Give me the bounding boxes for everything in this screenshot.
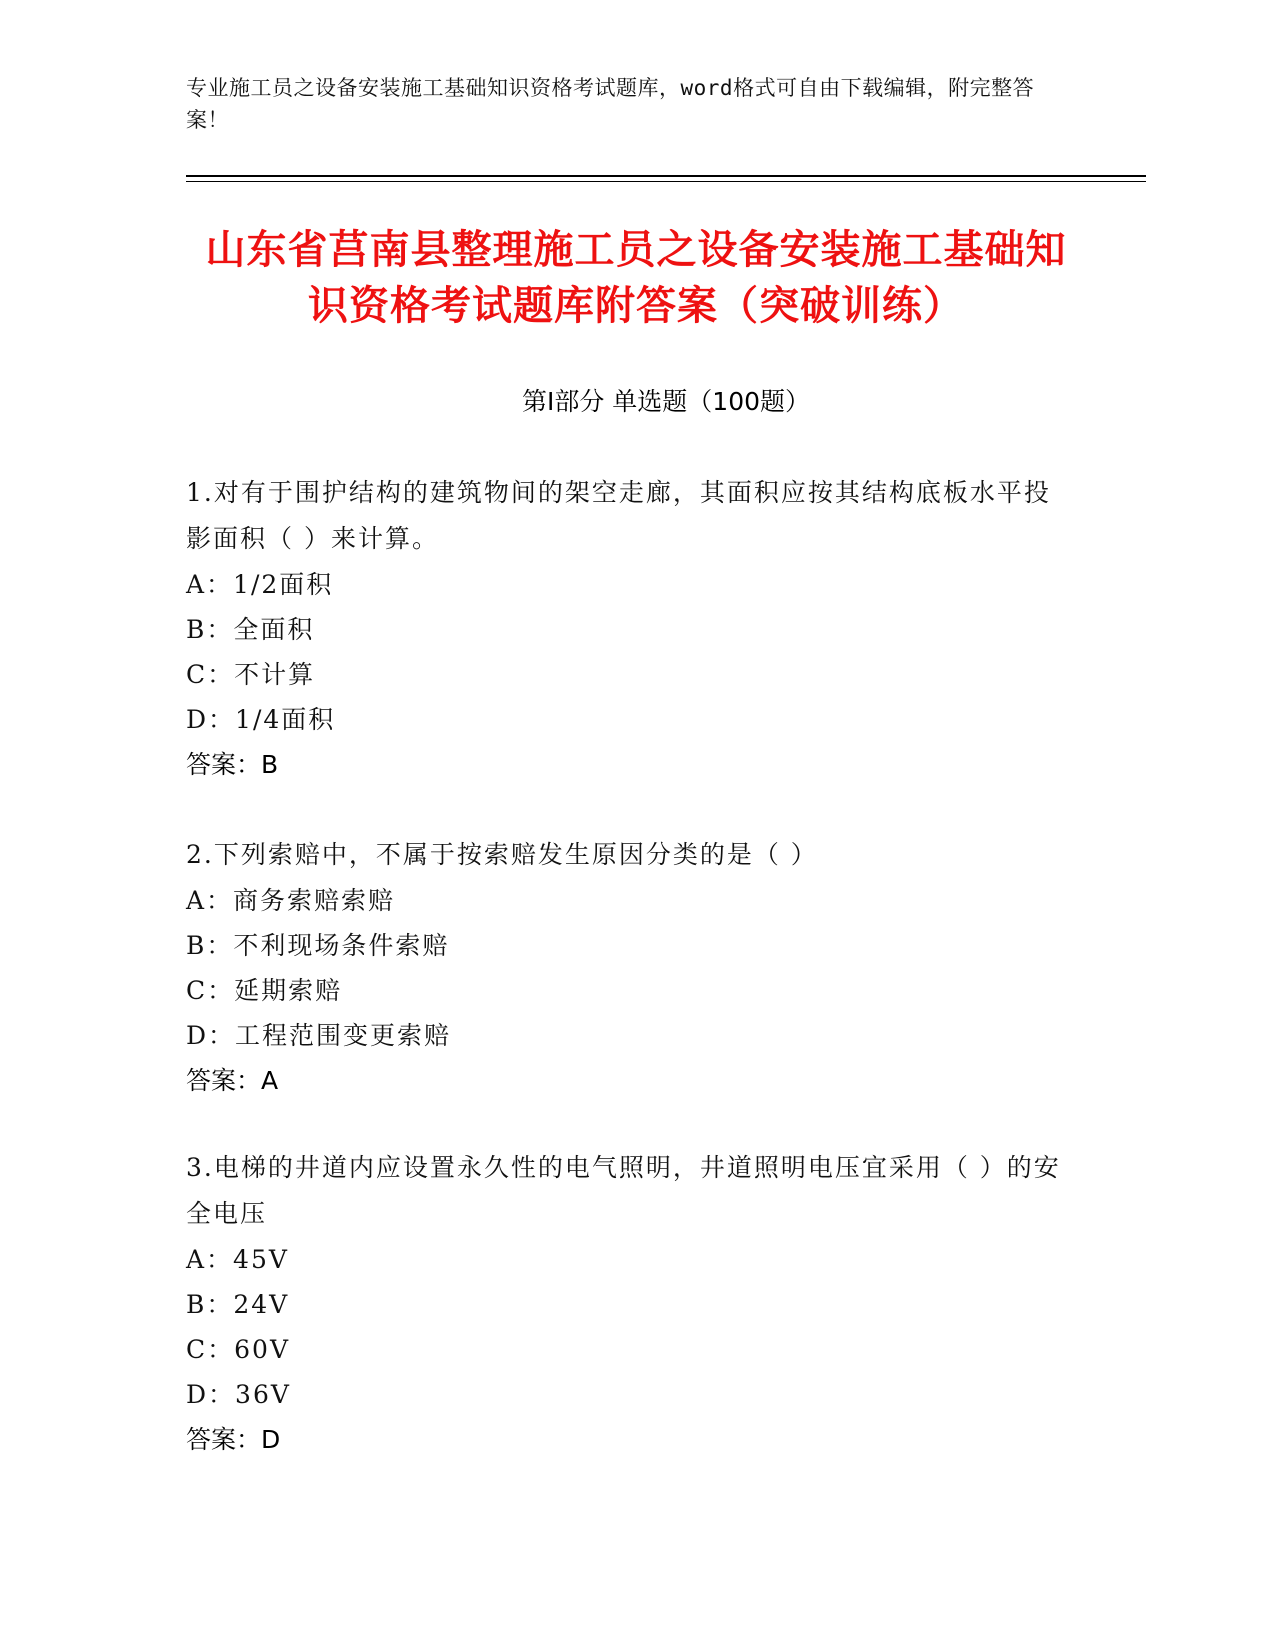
- question-3: [186, 1145, 1066, 1463]
- header-note: 专业施工员之设备安装施工基础知识资格考试题库，word格式可自由下载编辑，附完整答案！: [186, 76, 1035, 132]
- option-d: D：工程范围变更索赔: [186, 1021, 452, 1050]
- header-divider-thick: [186, 175, 1146, 177]
- option-c: C：延期索赔: [186, 976, 343, 1005]
- document-title: 山东省莒南县整理施工员之设备安装施工基础知识资格考试题库附答案（突破训练）: [205, 227, 1067, 329]
- option-d: D：1/4面积: [186, 705, 336, 734]
- option-b: B：24V: [186, 1290, 290, 1319]
- option-c: C：不计算: [186, 660, 316, 689]
- question-2: [186, 832, 1066, 1104]
- answer-text: 答案：D: [186, 1425, 281, 1454]
- answer-text: 答案：B: [186, 750, 279, 779]
- question-1: [186, 470, 1066, 788]
- question-stem: 1.对有于围护结构的建筑物间的架空走廊，其面积应按其结构底板水平投影面积（ ）来计算。: [186, 478, 1051, 553]
- option-a: A：1/2面积: [186, 570, 334, 599]
- option-b: B：不利现场条件索赔: [186, 931, 450, 960]
- header-divider-thin: [186, 181, 1146, 182]
- option-a: A：商务索赔索赔: [186, 886, 396, 915]
- option-d: D：36V: [186, 1380, 291, 1409]
- question-stem: 2.下列索赔中，不属于按索赔发生原因分类的是（ ）: [186, 840, 818, 869]
- section-title: 第Ⅰ部分 单选题（100题）: [521, 387, 811, 416]
- option-c: C：60V: [186, 1335, 290, 1364]
- option-b: B：全面积: [186, 615, 315, 644]
- option-a: A：45V: [186, 1245, 289, 1274]
- answer-text: 答案：A: [186, 1066, 279, 1095]
- question-stem: 3.电梯的井道内应设置永久性的电气照明，井道照明电压宜采用（ ）的安全电压: [186, 1153, 1061, 1228]
